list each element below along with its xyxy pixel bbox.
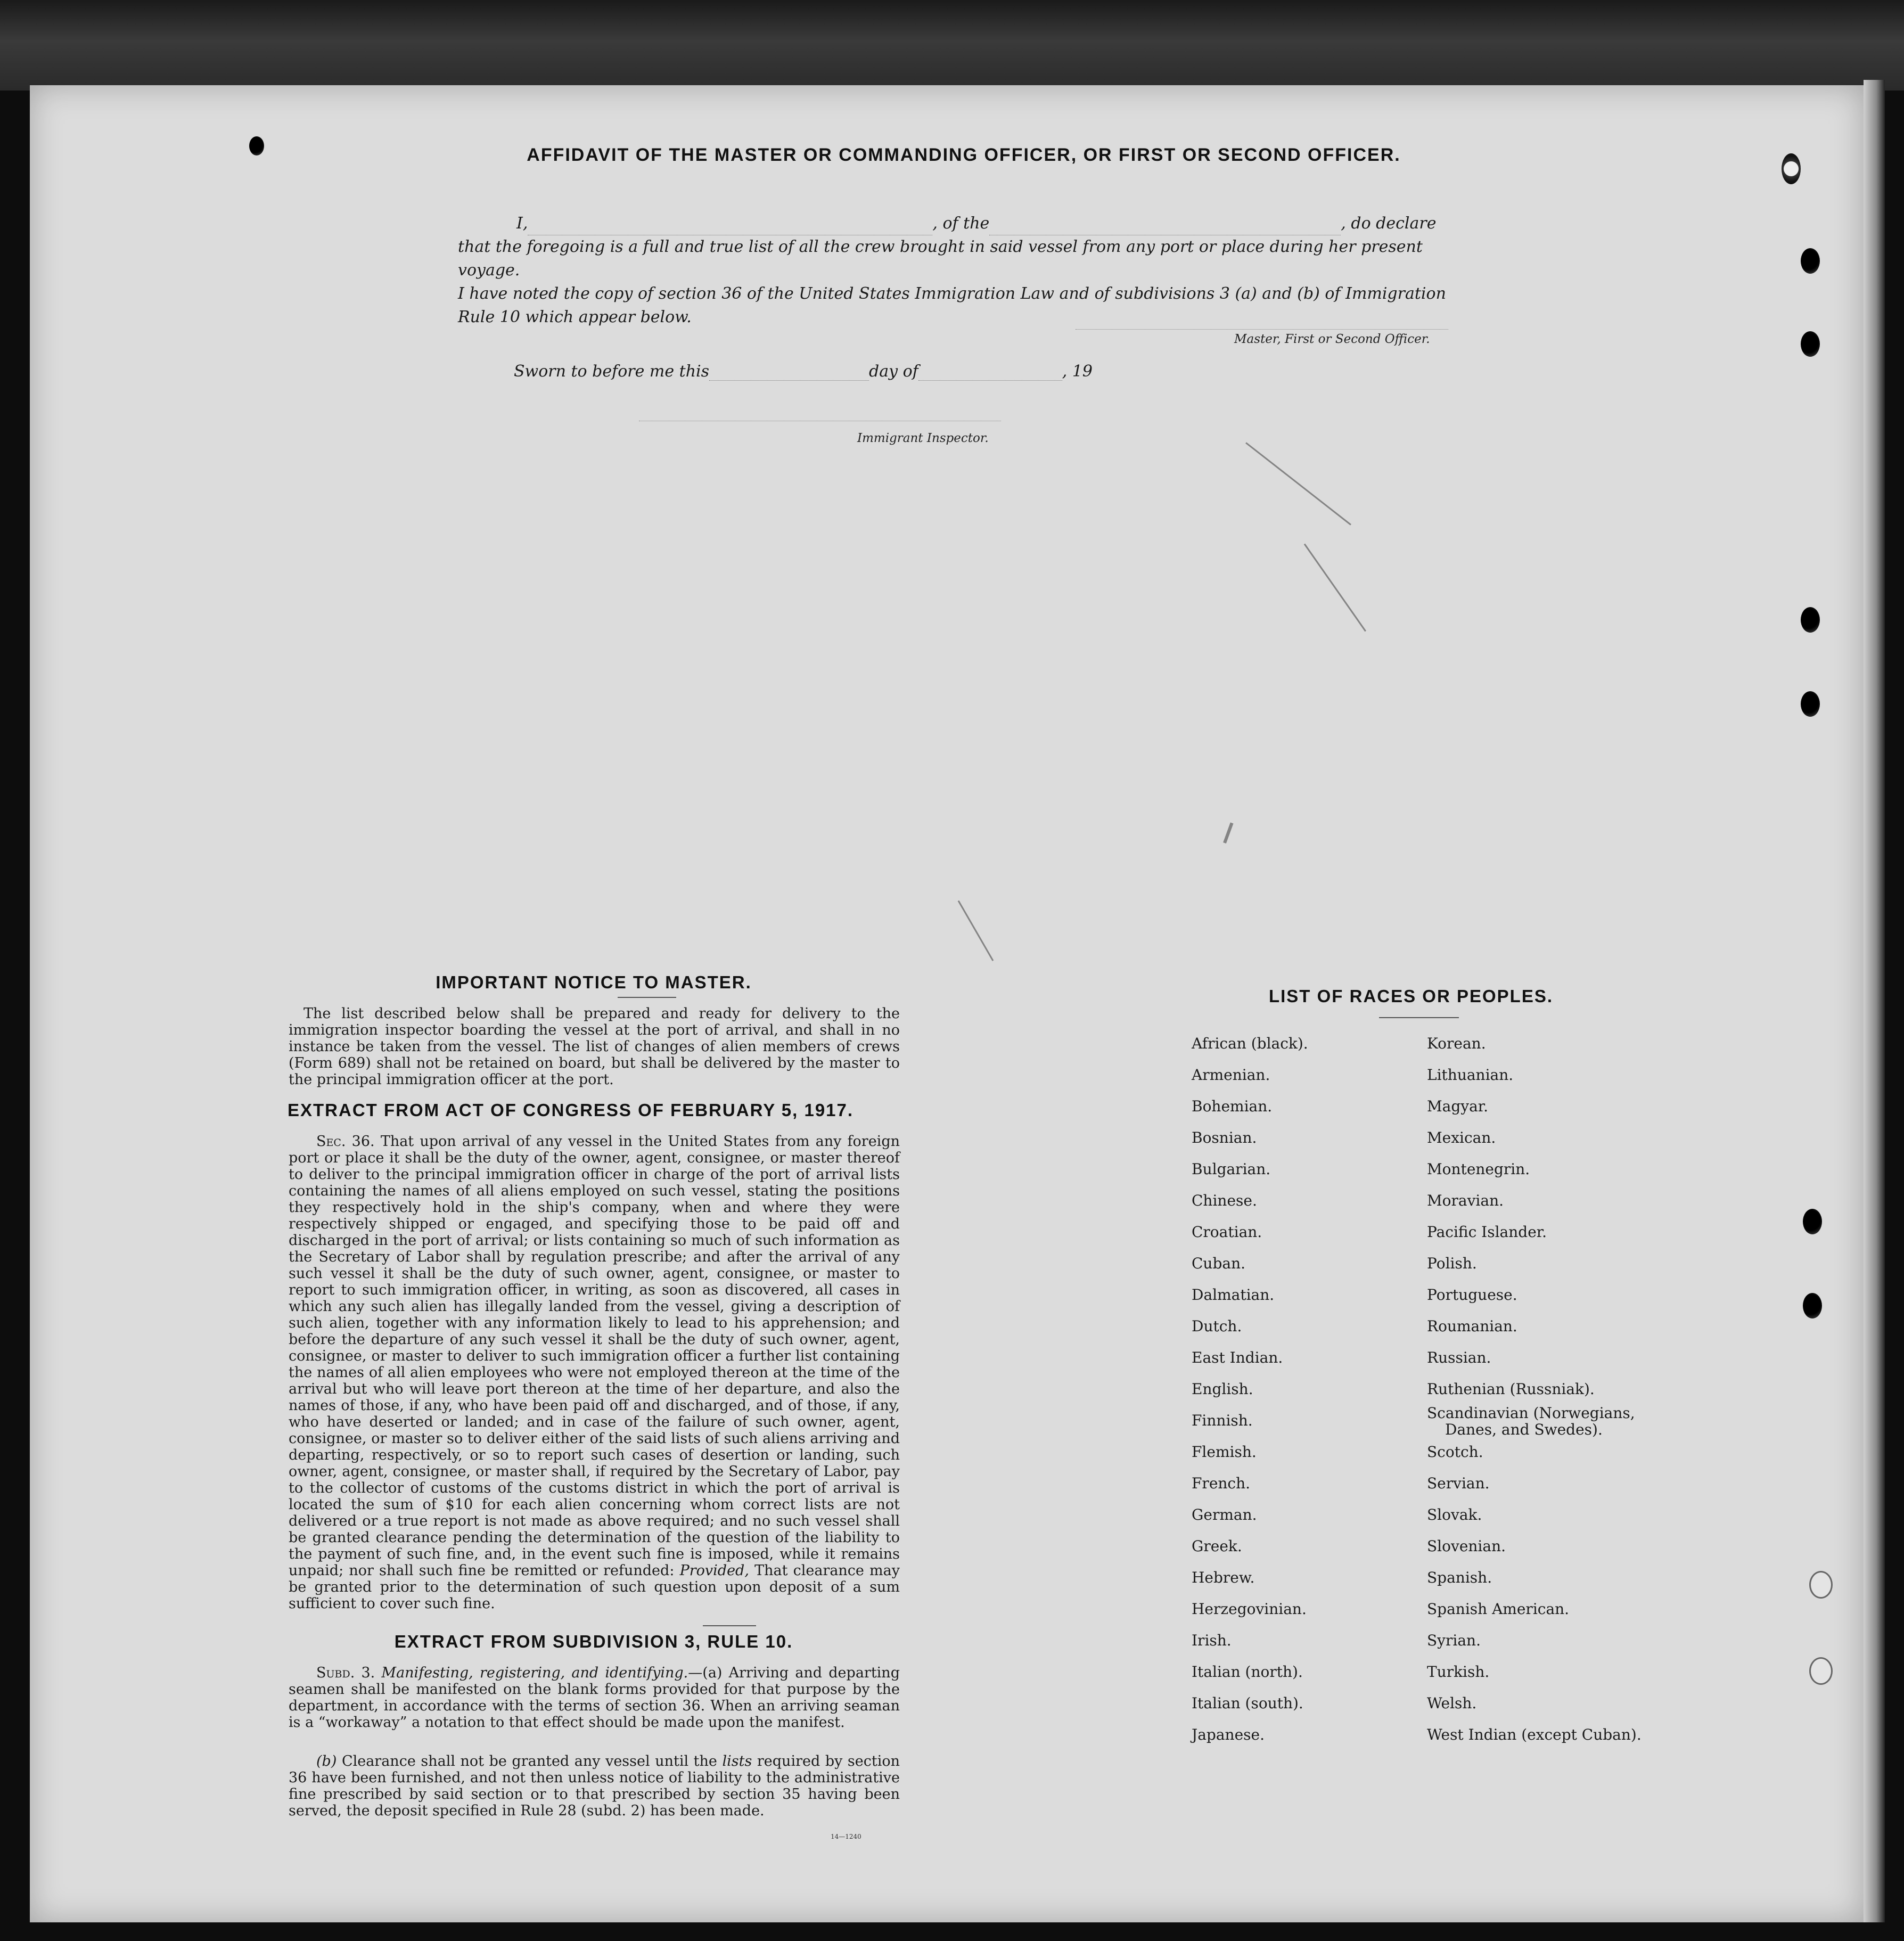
race-item: Greek. — [1192, 1537, 1242, 1555]
para-b-pre: Clearance shall not be granted any vessel until the — [341, 1753, 717, 1770]
act-extract-body: That upon arrival of any vessel in the United States from any foreign port or place it shall be the duty of the owner, agent, consignee, or master thereof to deliver to the principal immigration officer in charge of the port of arrival lists containing the names of all aliens employed on such vessel, stating the positions they respectively hold in the ship's company, when and where they were respectively shipped or engaged, and specifying those to be paid off and discharged in the port of arrival; or lists containing so much of such information as the Secretary of Labor shall by regulation prescribe; and after the arrival of any such vessel it shall be the duty of such owner, agent, consignee, or master to report to such immigration officer, in writing, as soon as discovered, all cases in which any such alien has illegally landed from the vessel, giving a description of such alien, together with any information likely to lead to his apprehension; and before the departure of any such vessel it shall be the duty of such owner, agent, consignee, or master to deliver to such immigration officer a further list containing the names of all alien employees who were not employed thereon at the time of the arrival but who will leave port thereon at the time of her departure, and also the names of those, if any, who have been paid off and discharged, and of those, if any, who have deserted or landed; and in case of the failure of such owner, agent, consignee, or master so to deliver either of the said lists of such aliens arriving and departing, respectively, or so to report such cases of desertion or landing, such owner, agent, consignee, or master shall, if required by the Secretary of Labor, pay to the collector of customs of the customs district in which the port of arrival is located the sum of $10 for each alien concerning whom correct lists are not delivered or a true report is not made as above required; and no such vessel shall be granted clearance pending the determination of the question of the liability to the payment of such fine, and, in the event such fine is imposed, while it remains unpaid; nor shall such fine be remitted or refunded: — [289, 1133, 900, 1579]
declaration-do-declare: , do declare — [1341, 214, 1437, 233]
race-item: Servian. — [1427, 1475, 1490, 1492]
ink-spot — [1782, 153, 1801, 184]
notice-title: IMPORTANT NOTICE TO MASTER. — [436, 972, 752, 992]
sworn-day-of: day of — [869, 362, 918, 381]
declaration-of-the: , of the — [932, 214, 990, 233]
binder-hole — [1803, 1293, 1822, 1318]
race-item: Bulgarian. — [1192, 1160, 1271, 1178]
subd-label: Subd. 3. — [316, 1665, 375, 1681]
race-item: Spanish American. — [1427, 1600, 1570, 1618]
race-item: Cuban. — [1192, 1255, 1246, 1272]
para-b-post: required by section 36 have been furnished, and not then unless notice of liability to the administrative fine prescribed by said section or to that prescribed by section 35 having been served, the deposit specified in Rule 28 (subd. 2) has been made. — [289, 1753, 900, 1819]
rule-extract-para-b — [289, 1753, 900, 1819]
race-item: Herzegovinian. — [1192, 1600, 1307, 1618]
race-item-continued: Danes, and Swedes). — [1445, 1421, 1603, 1438]
race-item: French. — [1192, 1475, 1251, 1492]
race-item: Russian. — [1427, 1349, 1491, 1366]
month-blank — [918, 380, 1062, 381]
race-item: Roumanian. — [1427, 1317, 1517, 1335]
race-item: Polish. — [1427, 1255, 1477, 1272]
section-divider — [703, 1625, 756, 1626]
race-item: Moravian. — [1427, 1192, 1504, 1209]
binder-hole-open — [1809, 1657, 1833, 1685]
race-item: Welsh. — [1427, 1694, 1477, 1712]
race-item: Flemish. — [1192, 1443, 1257, 1461]
race-item: Slovak. — [1427, 1506, 1482, 1524]
race-item: Syrian. — [1427, 1632, 1481, 1649]
race-item: Chinese. — [1192, 1192, 1257, 1209]
race-item: English. — [1192, 1380, 1253, 1398]
race-item: Italian (south). — [1192, 1694, 1303, 1712]
races-title: LIST OF RACES OR PEOPLES. — [1268, 986, 1554, 1006]
race-item: Dalmatian. — [1192, 1286, 1275, 1304]
race-item: Dutch. — [1192, 1317, 1242, 1335]
race-item: German. — [1192, 1506, 1257, 1524]
para-a-text: —(a) Arriving and departing seamen shall be manifested on the blank forms provided for that purpose by the department, in accordance with the terms of section 36. When an arriving seaman is a “workaway” a notation to that effect should be made upon the manifest. — [289, 1665, 900, 1731]
declaration-line-2: that the foregoing is a full and true list of all the crew brought in said vessel from any port or place during her present voyage. — [458, 237, 1423, 280]
race-item: Montenegrin. — [1427, 1160, 1530, 1178]
race-item: Lithuanian. — [1427, 1066, 1514, 1084]
rule-extract-para-a — [289, 1665, 900, 1731]
race-item: Turkish. — [1427, 1663, 1490, 1681]
provided-word: Provided, — [679, 1562, 749, 1579]
act-extract-text — [289, 1133, 900, 1612]
sworn-year: , 19 — [1062, 362, 1093, 381]
declaration-i: I, — [516, 214, 528, 233]
rule-extract-title: EXTRACT FROM SUBDIVISION 3, RULE 10. — [394, 1632, 793, 1651]
race-item: Pacific Islander. — [1427, 1223, 1547, 1241]
ink-spot — [249, 136, 264, 155]
race-item: Scandinavian (Norwegians, — [1427, 1404, 1635, 1422]
race-item: African (black). — [1192, 1035, 1308, 1052]
race-item: Magyar. — [1427, 1098, 1489, 1115]
scan-top-border — [0, 0, 1904, 91]
declaration-line-4: Rule 10 which appear below. — [458, 308, 692, 326]
binder-hole — [1801, 607, 1820, 633]
affidavit-title: AFFIDAVIT OF THE MASTER OR COMMANDING OFFICER, OR FIRST OR SECOND OFFICER. — [527, 145, 1401, 165]
declaration-line-3: I have noted the copy of section 36 of the United States Immigration Law and of subdivisions 3 (a) and (b) of Immigration — [458, 284, 1446, 303]
race-item: Hebrew. — [1192, 1569, 1255, 1586]
subd-heading: Manifesting, registering, and identifying. — [381, 1665, 688, 1681]
binder-hole — [1803, 1209, 1822, 1234]
binder-hole — [1801, 248, 1820, 274]
para-b-italic: lists — [722, 1753, 752, 1770]
binder-hole — [1801, 331, 1820, 357]
race-item: Ruthenian (Russniak). — [1427, 1380, 1595, 1398]
race-item: Bosnian. — [1192, 1129, 1257, 1146]
race-item: Armenian. — [1192, 1066, 1270, 1084]
race-item: Finnish. — [1192, 1412, 1253, 1429]
inspector-caption: Immigrant Inspector. — [857, 431, 989, 445]
races-column-1 — [1192, 1028, 1415, 1750]
races-column-2 — [1427, 1028, 1704, 1750]
page-edge — [1864, 80, 1885, 1922]
para-b-label: (b) — [316, 1753, 337, 1770]
section-label: Sec. 36. — [316, 1133, 375, 1150]
race-item: Slovenian. — [1427, 1537, 1506, 1555]
race-item: Scotch. — [1427, 1443, 1483, 1461]
race-item: Japanese. — [1192, 1726, 1265, 1743]
race-item: Irish. — [1192, 1632, 1232, 1649]
race-item: West Indian (except Cuban). — [1427, 1726, 1642, 1743]
date-blank — [709, 380, 869, 381]
race-item: East Indian. — [1192, 1349, 1283, 1366]
race-item: Bohemian. — [1192, 1098, 1273, 1115]
binder-hole — [1801, 691, 1820, 717]
act-extract-title: EXTRACT FROM ACT OF CONGRESS OF FEBRUARY 5, 1917. — [288, 1100, 854, 1120]
notice-text: The list described below shall be prepared and ready for delivery to the immigration inspector boarding the vessel at the port of arrival, and shall in no instance be taken from the vessel. The list of changes of alien members of crews (Form 689) shall not be retained on board, but shall be delivered by the master to the principal immigration officer at the port. — [289, 1005, 900, 1088]
declaration-line-1 — [458, 212, 1470, 235]
race-item: Croatian. — [1192, 1223, 1262, 1241]
race-item: Mexican. — [1427, 1129, 1496, 1146]
title-underline — [618, 997, 676, 998]
act-extract-end: That clearance may be granted prior to the determination of such question upon deposit of a sum sufficient to cover such fine. — [289, 1562, 900, 1612]
signature-line — [1076, 329, 1448, 330]
races-title-underline — [1379, 1017, 1459, 1018]
form-number: 14—1240 — [831, 1833, 861, 1840]
sworn-prefix: Sworn to before me this — [514, 362, 710, 381]
race-item: Italian (north). — [1192, 1663, 1303, 1681]
race-item: Spanish. — [1427, 1569, 1492, 1586]
race-item-scandinavian — [1427, 1405, 1704, 1436]
sworn-statement — [514, 362, 1093, 381]
affidavit-declaration — [458, 212, 1470, 329]
binder-hole-open — [1809, 1571, 1833, 1599]
race-item: Korean. — [1427, 1035, 1486, 1052]
race-item: Portuguese. — [1427, 1286, 1517, 1304]
signature-caption: Master, First or Second Officer. — [1234, 332, 1430, 346]
